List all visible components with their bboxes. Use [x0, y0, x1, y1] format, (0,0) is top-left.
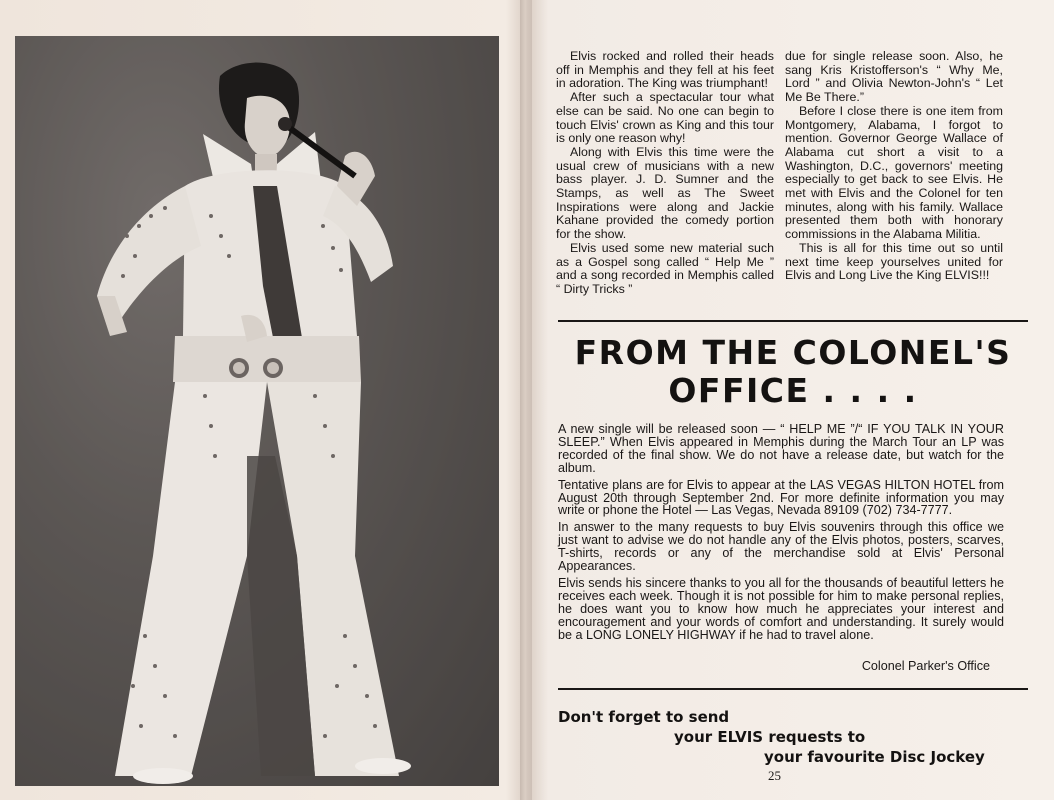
- disc-jockey-notice: [558, 707, 1002, 767]
- headline-line-2: OFFICE . . . .: [668, 371, 918, 410]
- article-paragraph: Elvis used some new material such as a Gospel song called “ Help Me ” and a song recorded in Memphis called “ Dirty Tricks ”: [556, 240, 774, 296]
- office-paragraph: A new single will be released soon — “ HELP ME ”/“ IF YOU TALK IN YOUR SLEEP.” When Elvis appeared in Memphis during the March Tour an LP was recorded of the final show. We do not have a release date, but watch for the album.: [558, 422, 1004, 475]
- elvis-photograph: [15, 36, 499, 786]
- article-paragraph: due for single release soon. Also, he sang Kris Kristofferson's “ Why Me, Lord ” and Olivia Newton-John's “ Let Me Be There.”: [785, 49, 1003, 105]
- elvis-figure-illustration: [15, 36, 499, 786]
- section-divider-top: [558, 320, 1028, 322]
- right-page: [528, 0, 1054, 800]
- article-paragraph: Along with Elvis this time were the usual crew of musicians with a new bass player. J. D. Sumner and the Stamps, as well as The Sweet Inspirations were along and Jackie Kahane provided the comedy portion for the show.: [556, 144, 774, 242]
- dj-notice-line-3: your favourite Disc Jockey: [764, 748, 985, 766]
- article-paragraph: This is all for this time out so until next time keep yourselves united for Elvis and Long Live the King ELVIS!!!: [785, 240, 1003, 283]
- article-paragraph: Elvis rocked and rolled their heads off in Memphis and they fell at his feet in adoration. The King was triumphant!: [556, 49, 774, 91]
- signature: Colonel Parker's Office: [861, 659, 990, 673]
- article-column-right: [785, 50, 1003, 283]
- office-paragraph: In answer to the many requests to buy Elvis souvenirs through this office we just want to advise we do not handle any of the Elvis photos, posters, scarves, T-shirts, records or any of the merchandise sold at Elvis' Personal Appearances.: [558, 520, 1004, 574]
- left-page: [0, 0, 522, 800]
- article-paragraph: After such a spectacular tour what else can be said. No one can begin to touch Elvis' crown as King and this tour is only one reason why!: [556, 90, 774, 146]
- section-divider-bottom: [558, 688, 1028, 690]
- colonel-office-headline: [548, 334, 1038, 410]
- article-paragraph: Before I close there is one item from Montgomery, Alabama, I forgot to mention. Governor George Wallace of Alabama cut short a visit to a Washington, D.C., governors' meeting especially to get back to see Elvis. He met with Elvis and the Colonel for ten minutes, along with his family. Wallace presented them both with honorary commissions in the Alabama Militia.: [785, 103, 1003, 242]
- office-paragraph: Elvis sends his sincere thanks to you all for the thousands of beautiful letters he receives each week. Though it is not possible for him to make personal replies, he does want you to know how much he appreciates your interest and encouragement and your words of comfort and understanding. It surely would be a LONG LONELY HIGHWAY if he had to travel alone.: [558, 575, 1004, 642]
- dj-notice-line-1: Don't forget to send: [558, 708, 730, 726]
- dj-notice-line-2: your ELVIS requests to: [674, 728, 866, 746]
- article-column-left: [556, 50, 774, 297]
- office-paragraph: Tentative plans are for Elvis to appear at the LAS VEGAS HILTON HOTEL from August 20th through September 2nd. For more definite information you may write or phone the Hotel — Las Vegas, Nevada 89109 (702) 734-7777.: [558, 477, 1004, 518]
- colonel-office-body: [558, 423, 1004, 646]
- page-number: 25: [768, 768, 781, 783]
- headline-line-1: FROM THE COLONEL'S: [574, 333, 1012, 372]
